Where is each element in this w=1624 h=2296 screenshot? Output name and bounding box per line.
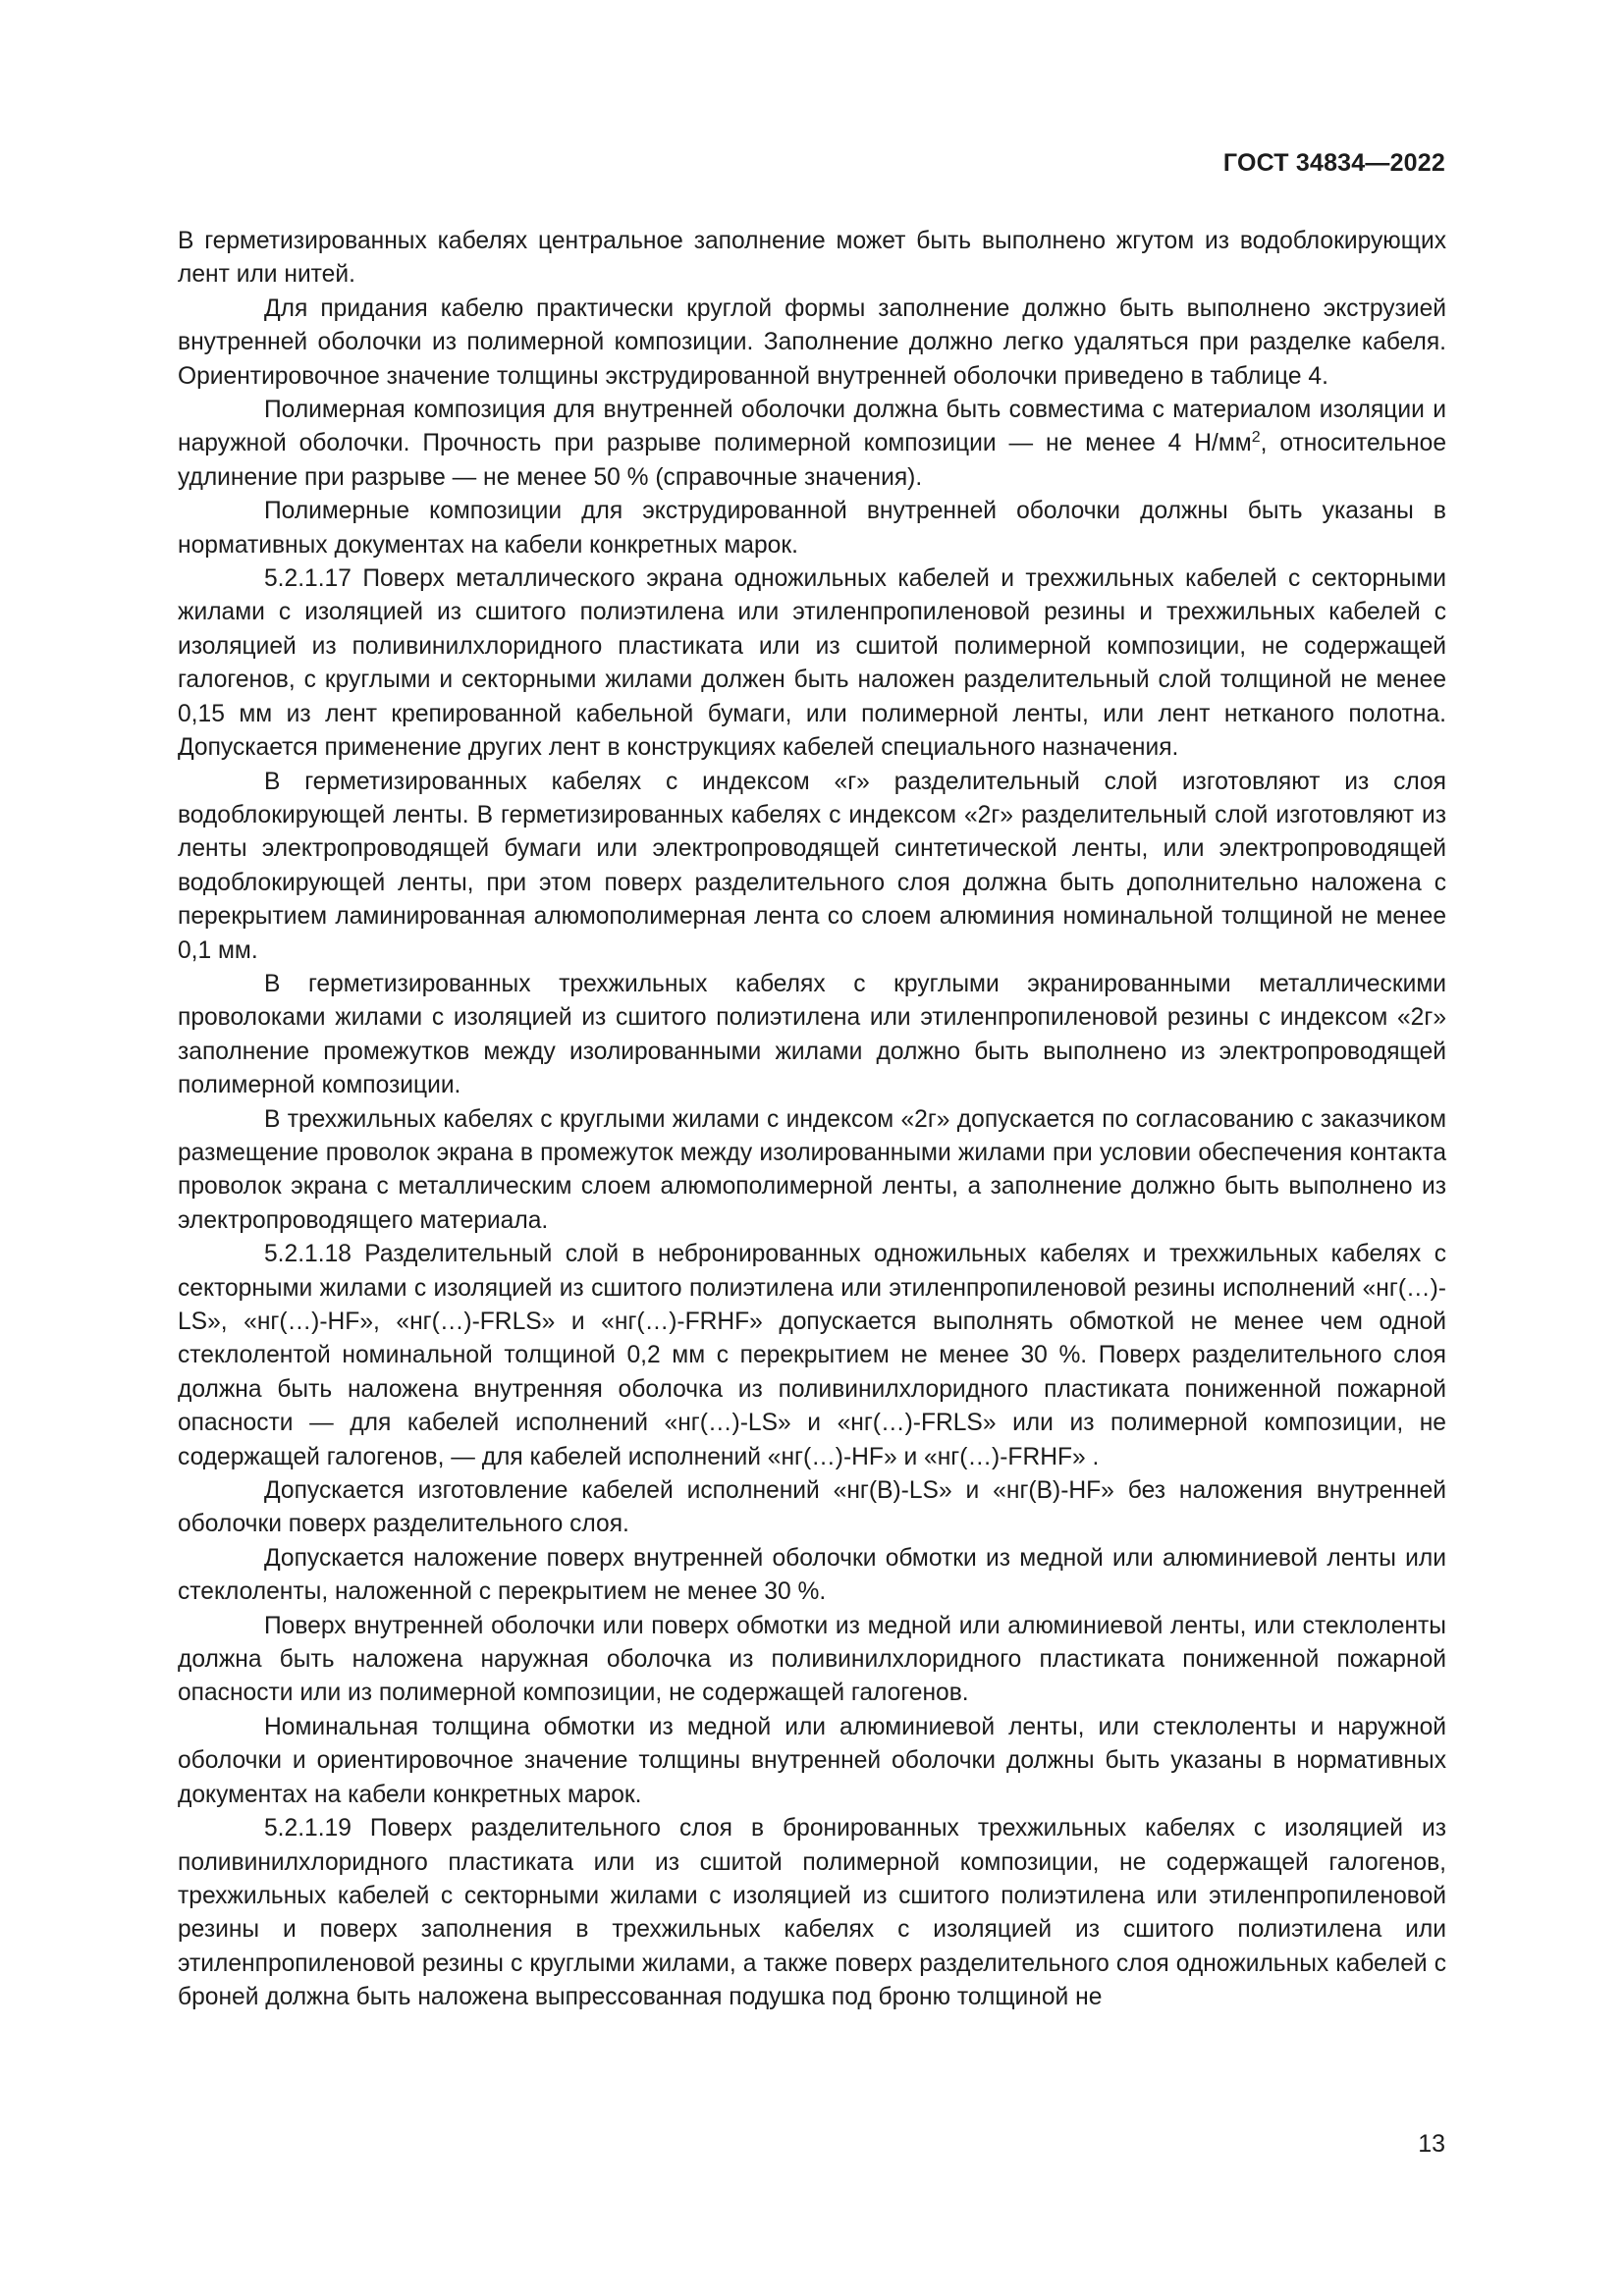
paragraph-5-2-1-19: 5.2.1.19 Поверх разделительного слоя в бронированных трехжильных кабелях с изоляцией из поливинилхлоридного пластиката или из сшитой полимерной композиции, не содержащей галогенов, трехжильных кабелей с секторными жилами с изоляцией из сшитого полиэтилена или этиленпропиленовой резины и поверх заполнения в трехжильных кабелях с изоляцией из сшитого полиэтилена или этиленпропиленовой резины с круглыми жилами, а также поверх разделительного слоя одножильных кабелей с броней должна быть наложена выпрессованная подушка под броню толщиной не bbox=[178, 1815, 1446, 2011]
paragraph-5-2-1-18: 5.2.1.18 Разделительный слой в небронированных одножильных кабелях и трехжильных кабелях с секторными жилами с изоляцией из сшитого полиэтилена или этиленпропиленовой резины исполнений «нг(…)-LS», «нг(…)-HF», «нг(…)-FRLS» и «нг(…)-FRHF» допускается выполнять обмоткой не менее чем одной стеклолентой номинальной толщиной 0,2 мм с перекрытием не менее 30 %. Поверх разделительного слоя должна быть наложена внутренняя оболочка из поливинилхлоридного пластиката пониженной пожарной опасности — для кабелей исполнений «нг(…)-LS» и «нг(…)-FRLS» или из полимерной композиции, не содержащей галогенов, — для кабелей исполнений «нг(…)-HF» и «нг(…)-FRHF» . bbox=[178, 1241, 1446, 1470]
paragraph-3-text: Полимерная композиция для внутренней оболочки должна быть совместима с материалом изоляции и наружной оболочки. Прочность при разрыве полимерной композиции — не менее 4 Н/мм bbox=[178, 397, 1446, 457]
paragraph-1: В герметизированных кабелях центральное заполнение может быть выполнено жгутом из водоблокирующих лент или нитей. bbox=[178, 228, 1446, 289]
paragraph-3-text-after: , относительное удлинение при разрыве — не менее 50 % (справочные значения). bbox=[178, 430, 1446, 491]
document-header-standard: ГОСТ 34834—2022 bbox=[1222, 149, 1445, 177]
paragraph-7: В герметизированных трехжильных кабелях с круглыми экранированными металлическими проволоками жилами с изоляцией из сшитого полиэтилена или этиленпропиленовой резины с индексом «2г» заполнение промежутков между изолированными жилами должно быть выполнено из электропроводящей полимерной композиции. bbox=[178, 970, 1446, 1099]
page-number: 13 bbox=[1418, 2130, 1445, 2158]
paragraph-11: Допускается наложение поверх внутренней оболочки обмотки из медной или алюминиевой ленты или стеклоленты, наложенной с перекрытием не менее 30 %. bbox=[178, 1544, 1446, 1606]
paragraph-5-2-1-17: 5.2.1.17 Поверх металлического экрана одножильных кабелей и трехжильных кабелей с секторными жилами с изоляцией из сшитого полиэтилена или этиленпропиленовой резины и трехжильных кабелей с изоляцией из поливинилхлоридного пластиката или из сшитой полимерной композиции, не содержащей галогенов, с круглыми и секторными жилами должен быть наложен разделительный слой толщиной не менее 0,15 мм из лент крепированной кабельной бумаги, или полимерной ленты, или лент нетканого полотна. Допускается применение других лент в конструкциях кабелей специального назначения. bbox=[178, 565, 1446, 762]
paragraph-3 bbox=[178, 394, 1446, 495]
paragraph-12: Поверх внутренней оболочки или поверх обмотки из медной или алюминиевой ленты, или стеклоленты должна быть наложена наружная оболочка из поливинилхлоридного пластиката пониженной пожарной опасности или из полимерной композиции, не содержащей галогенов. bbox=[178, 1612, 1446, 1707]
paragraph-6: В герметизированных кабелях с индексом «г» разделительный слой изготовляют из слоя водоблокирующей ленты. В герметизированных кабелях с индексом «2г» разделительный слой изготовляют из ленты электропроводящей бумаги или электропроводящей синтетической ленты, или электропроводящей водоблокирующей ленты, при этом поверх разделительного слоя должна быть дополнительно наложена с перекрытием ламинированная алюмополимерная лента со слоем алюминия номинальной толщиной не менее 0,1 мм. bbox=[178, 768, 1446, 964]
superscript-units: 2 bbox=[1251, 429, 1261, 447]
paragraph-2: Для придания кабелю практически круглой формы заполнение должно быть выполнено экструзией внутренней оболочки из полимерной композиции. Заполнение должно легко удаляться при разделке кабеля. Ориентировочное значение толщины экструдированной внутренней оболочки приведено в таблице 4. bbox=[178, 294, 1446, 390]
document-body bbox=[178, 225, 1446, 2015]
paragraph-8: В трехжильных кабелях с круглыми жилами с индексом «2г» допускается по согласованию с заказчиком размещение проволок экрана в промежуток между изолированными жилами при условии обеспечения контакта проволок экрана с металлическим слоем алюмополимерной ленты, а заполнение должно быть выполнено из электропроводящего материала. bbox=[178, 1105, 1446, 1234]
paragraph-10: Допускается изготовление кабелей исполнений «нг(В)-LS» и «нг(В)-HF» без наложения внутренней оболочки поверх разделительного слоя. bbox=[178, 1477, 1446, 1538]
paragraph-4: Полимерные композиции для экструдированной внутренней оболочки должны быть указаны в нормативных документах на кабели конкретных марок. bbox=[178, 498, 1446, 559]
paragraph-13: Номинальная толщина обмотки из медной или алюминиевой ленты, или стеклоленты и наружной оболочки и ориентировочное значение толщины внутренней оболочки должны быть указаны в нормативных документах на кабели конкретных марок. bbox=[178, 1713, 1446, 1808]
